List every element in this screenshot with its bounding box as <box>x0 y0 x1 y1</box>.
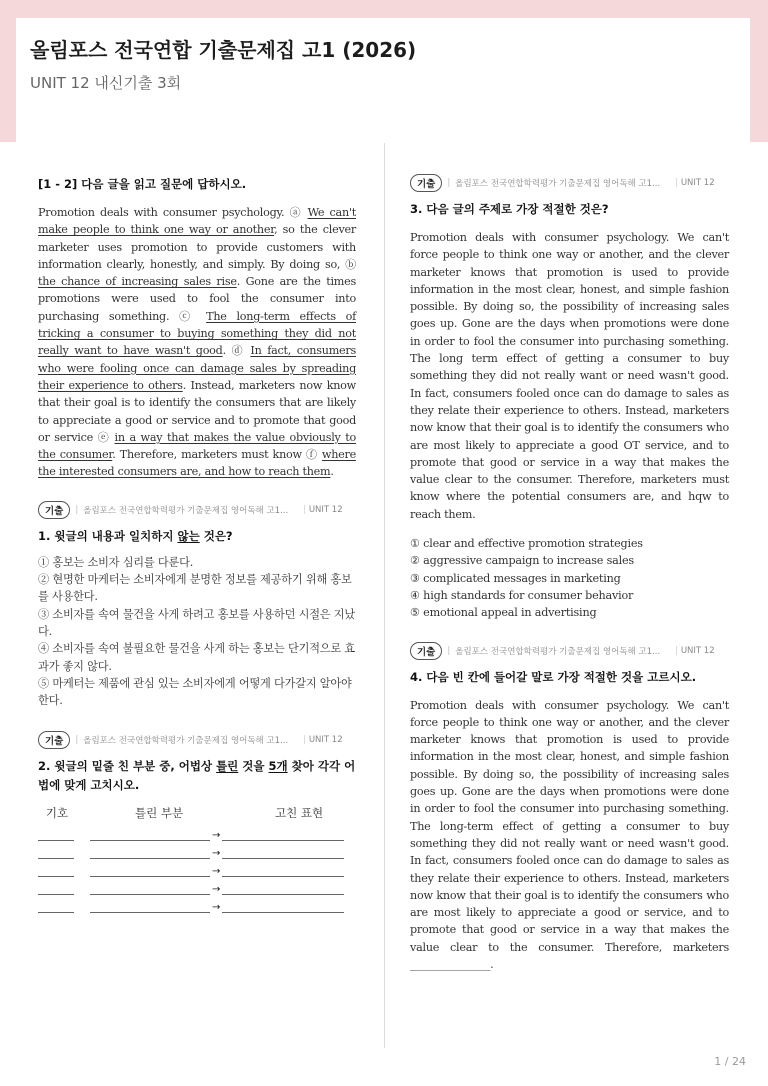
wrong-blank[interactable] <box>90 829 210 841</box>
underline-f: where the interested consumers are, and how to reach them <box>38 448 356 479</box>
option-1[interactable]: ① 홍보는 소비자 심리를 다룬다. <box>38 555 194 569</box>
question-4-passage: Promotion deals with consumer psychology. We can't force people to think one way or another, and the clever marketer knows that promotion is used to provide information in the most clear, honest, and simple fashion possible. By doing so, the possibility of increasing sales goes up. Gone are the days when promotions were done in order to fool the consumer into purchasing something. The long-term effect of getting a consumer to buy something they did not really want or need wasn't good. In fact, consumers fooled once can do damage to sales as they relate their experience to others. Instead, marketers now know that their goal is to identify the consumers who are most likely to appreciate a good or service, and to promote that good or service in a way that makes the value clear to the consumer. Therefore, marketers _______________. <box>410 698 729 971</box>
right-column <box>410 143 729 973</box>
source-tag-row: 기출 | 올림포스 전국연합학력평가 기출문제집 영어독해 고1... | UNIT 12 <box>410 642 729 660</box>
source-text: 올림포스 전국연합학력평가 기출문제집 영어독해 고1... <box>83 505 289 516</box>
answer-row <box>38 859 356 877</box>
passage-text: . Gone are the times promotions were used to fool the consumer into purchasing something. <box>38 275 356 323</box>
source-text: 올림포스 전국연합학력평가 기출문제집 영어독해 고1... <box>83 736 289 747</box>
past-exam-badge: 기출 <box>410 642 442 660</box>
marker-e: ⓔ <box>97 430 110 444</box>
arrow-icon: → <box>212 884 221 896</box>
source-text: 올림포스 전국연합학력평가 기출문제집 영어독해 고1... <box>455 179 661 189</box>
marker-a: ⓐ <box>289 206 303 219</box>
passage-text: , so the clever marketer uses promotion to provide customers with information clearly, honestly, and simply. By doing so, <box>38 223 356 271</box>
col-symbol: 기호 <box>45 806 69 821</box>
fixed-blank[interactable] <box>222 901 344 913</box>
wrong-blank[interactable] <box>90 883 210 895</box>
passage-text: . Instead, marketers now know that their goal is to identify the consumers that are likely to appreciate a good or service and to promote that good or service <box>38 378 356 444</box>
answer-row <box>38 823 356 841</box>
question-3-title: 3. 다음 글의 주제로 가장 적절한 것은? <box>410 202 609 216</box>
passage-text: . <box>330 465 334 479</box>
section-heading: [1 - 2] 다음 글을 읽고 질문에 답하시오. <box>38 177 247 191</box>
question-2-title: 2. 윗글의 밑줄 친 부분 중, 어법상 틀린 것을 5개 찾아 각각 어법에 맞게 고치시오. <box>38 759 356 793</box>
option-3[interactable]: ③ complicated messages in marketing <box>410 571 621 585</box>
option-2[interactable]: ② 현명한 마케터는 소비자에게 분명한 정보를 제공하기 위해 홍보를 사용한다. <box>38 573 352 604</box>
col-fixed: 고친 표현 <box>275 806 324 821</box>
past-exam-badge: 기출 <box>38 501 70 519</box>
past-exam-badge: 기출 <box>410 174 442 192</box>
source-tag-row: 기출 | 올림포스 전국연합학력평가 기출문제집 영어독해 고1... | UNIT 12 <box>38 731 356 749</box>
underline-d: In fact, consumers who were fooling once can damage sales by spreading their experience to others <box>38 344 357 392</box>
source-tag-row: 기출 | 올림포스 전국연합학력평가 기출문제집 영어독해 고1... | UNIT 12 <box>410 174 729 192</box>
page-subtitle: UNIT 12 내신기출 3회 <box>30 74 182 92</box>
wrong-blank[interactable] <box>90 865 210 877</box>
underline-b: the chance of increasing sales rise <box>38 275 237 289</box>
option-2[interactable]: ② aggressive campaign to increase sales <box>410 554 634 568</box>
unit-label: | UNIT 12 <box>675 646 714 656</box>
arrow-icon: → <box>212 848 221 860</box>
option-4[interactable]: ④ high standards for consumer behavior <box>410 588 634 602</box>
option-5[interactable]: ⑤ 마케터는 제품에 관심 있는 소비자에게 어떻게 다가갈지 알아야 한다. <box>38 676 352 708</box>
underline-c: The long-term effects of tricking a consumer to buying something they did not really want to have wasn't good <box>38 309 357 358</box>
option-1[interactable]: ① clear and effective promotion strategies <box>410 537 643 551</box>
marker-c: ⓒ <box>179 309 197 323</box>
question-3-options <box>410 535 729 621</box>
source-tag-row: 기출 | 올림포스 전국연합학력평가 기출문제집 영어독해 고1... | UNIT 12 <box>38 501 356 519</box>
reading-passage <box>38 204 356 481</box>
option-5[interactable]: ⑤ emotional appeal in advertising <box>410 606 597 620</box>
passage-text: . Therefore, marketers must know <box>112 448 307 462</box>
question-4-title: 4. 다음 빈 칸에 들어갈 말로 가장 적절한 것을 고르시오. <box>410 669 697 684</box>
symbol-blank[interactable] <box>38 847 74 859</box>
marker-b: ⓑ <box>345 257 356 271</box>
left-column <box>38 143 356 913</box>
arrow-icon: → <box>212 902 221 914</box>
answer-table-header <box>38 805 356 821</box>
passage-text: . <box>222 344 232 358</box>
passage-text: Promotion deals with consumer psychology. <box>38 206 290 219</box>
wrong-blank[interactable] <box>90 847 210 859</box>
symbol-blank[interactable] <box>38 901 74 913</box>
marker-f: ⓕ <box>306 448 318 462</box>
fixed-blank[interactable] <box>222 883 344 895</box>
symbol-blank[interactable] <box>38 883 74 895</box>
answer-row <box>38 841 356 859</box>
marker-d: ⓓ <box>231 344 245 358</box>
answer-row <box>38 877 356 895</box>
arrow-icon: → <box>212 866 221 878</box>
fixed-blank[interactable] <box>222 865 344 877</box>
page-title: 올림포스 전국연합 기출문제집 고1 (2026) <box>30 38 417 62</box>
option-4[interactable]: ④ 소비자를 속여 불필요한 물건을 사게 하는 홍보는 단기적으로 효과가 좋지 않다. <box>38 642 355 673</box>
past-exam-badge: 기출 <box>38 731 70 749</box>
arrow-icon: → <box>212 830 221 842</box>
question-3-passage: Promotion deals with consumer psychology. We can't force people to think one way or another, and the clever marketer knows that promotion is used to provide information in the most clear, honest, and simple fashion possible. By doing so, the possibility of increasing sales goes up. Gone are the days when promotions were done in order to fool the consumer into purchasing something. The long term effect of getting a consumer to buy something they did not really want or need wasn't good. In fact, consumers fooled once can do damage to sales as they relate their experience to others. Instead, marketers now know that their goal is to identify the consumers who are most likely to appreciate a good OT service, and to promote that good or service in a way that makes the value clear to the consumer. Therefore, marketers must know where the potential consumers are, and hqw to reach them. <box>410 231 729 521</box>
page-number: 1 / 24 <box>714 1055 746 1068</box>
unit-label: | UNIT 12 <box>303 505 342 515</box>
question-1-title: 1. 윗글의 내용과 일치하지 않는 것은? <box>38 528 233 543</box>
fixed-blank[interactable] <box>222 829 344 841</box>
column-divider <box>384 143 385 1048</box>
underline-e: in a way that makes the value obviously to the consumer <box>38 430 357 462</box>
unit-label: | UNIT 12 <box>675 178 714 188</box>
unit-label: | UNIT 12 <box>303 735 342 745</box>
wrong-blank[interactable] <box>90 901 210 913</box>
symbol-blank[interactable] <box>38 865 74 877</box>
answer-table <box>38 823 356 913</box>
col-wrong: 틀린 부분 <box>135 806 184 821</box>
question-1-options <box>38 554 356 710</box>
answer-row <box>38 895 356 913</box>
option-3[interactable]: ③ 소비자를 속여 물건을 사게 하려고 홍보를 사용하던 시절은 지났다. <box>38 607 355 638</box>
fixed-blank[interactable] <box>222 847 344 859</box>
underline-a: We can't make people to think one way or another <box>38 206 356 237</box>
symbol-blank[interactable] <box>38 829 74 841</box>
source-text: 올림포스 전국연합학력평가 기출문제집 영어독해 고1... <box>455 646 661 657</box>
